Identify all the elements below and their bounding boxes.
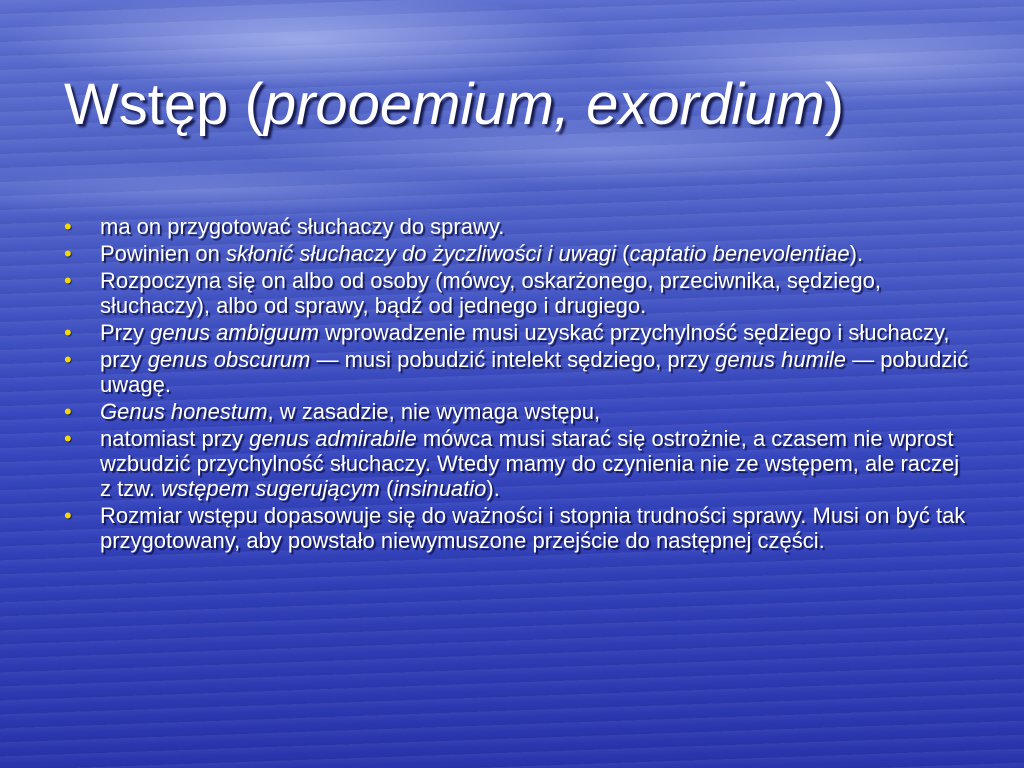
- bullet-text: , w zasadzie, nie wymaga wstępu,: [267, 399, 601, 424]
- bullet-text: ).: [486, 476, 500, 501]
- bullet-item: [64, 347, 969, 397]
- bullet-text-italic: genus admirabile: [249, 426, 417, 451]
- bullet-dot-icon: •: [64, 426, 72, 451]
- title-text-italic: prooemium, exordium: [263, 72, 825, 137]
- bullet-item: [64, 268, 969, 318]
- bullet-item: [64, 503, 969, 553]
- bullet-text: Przy: [100, 320, 151, 345]
- bullet-text: ma on przygotować słuchaczy do sprawy.: [100, 214, 505, 239]
- bullet-dot-icon: •: [64, 320, 72, 345]
- title-text-close: ): [824, 72, 845, 137]
- bullet-text: mówca musi starać się ostrożnie, a czasem nie wprost wzbudzić przychylność słuchaczy. Wtedy mamy do czynienia nie ze wstępem, ale raczej z tzw.: [100, 426, 960, 501]
- bullet-text-italic: skłonić słuchaczy do życzliwości i uwagi: [225, 241, 617, 266]
- slide-title: [64, 72, 964, 139]
- bullet-dot-icon: •: [64, 347, 72, 372]
- bullet-text-italic: insinuatio: [393, 476, 487, 501]
- bullet-text: przy: [100, 347, 148, 372]
- bullet-text: — pobudzić uwagę.: [100, 347, 969, 397]
- bullet-dot-icon: •: [64, 241, 72, 266]
- bullet-list: [64, 214, 969, 555]
- bullet-item: [64, 214, 969, 239]
- bullet-item: [64, 320, 969, 345]
- bullet-text-italic: genus humile: [715, 347, 846, 372]
- title-text-plain: Wstęp (: [64, 72, 264, 137]
- bullet-text: natomiast przy: [100, 426, 250, 451]
- bullet-text: (: [616, 241, 630, 266]
- bullet-text: — musi pobudzić intelekt sędziego, przy: [310, 347, 716, 372]
- bullet-text: ).: [849, 241, 864, 266]
- bullet-text: Rozpoczyna się on albo od osoby (mówcy, oskarżonego, przeciwnika, sędziego, słuchaczy), albo od sprawy, bądź od jednego i drugiego.: [100, 268, 881, 318]
- bullet-text-italic: captatio benevolentiae: [629, 241, 850, 266]
- bullet-text-italic: genus ambiguum: [150, 320, 319, 345]
- bullet-text: (: [380, 476, 394, 501]
- bullet-item: [64, 241, 969, 266]
- bullet-item: [64, 426, 969, 501]
- bullet-text-italic: wstępem sugerującym: [161, 476, 380, 501]
- bullet-text-italic: Genus honestum: [100, 399, 268, 424]
- bullet-item: [64, 399, 969, 424]
- bullet-dot-icon: •: [64, 399, 72, 424]
- bullet-dot-icon: •: [64, 268, 72, 293]
- bullet-text: Powinien on: [100, 241, 226, 266]
- bullet-text: wprowadzenie musi uzyskać przychylność sędziego i słuchaczy,: [318, 320, 950, 345]
- bullet-text-italic: genus obscurum: [147, 347, 311, 372]
- bullet-text: Rozmiar wstępu dopasowuje się do ważności i stopnia trudności sprawy. Musi on być tak przygotowany, aby powstało niewymuszone przejście do następnej części.: [100, 503, 966, 553]
- bullet-dot-icon: •: [64, 214, 72, 239]
- bullet-dot-icon: •: [64, 503, 72, 528]
